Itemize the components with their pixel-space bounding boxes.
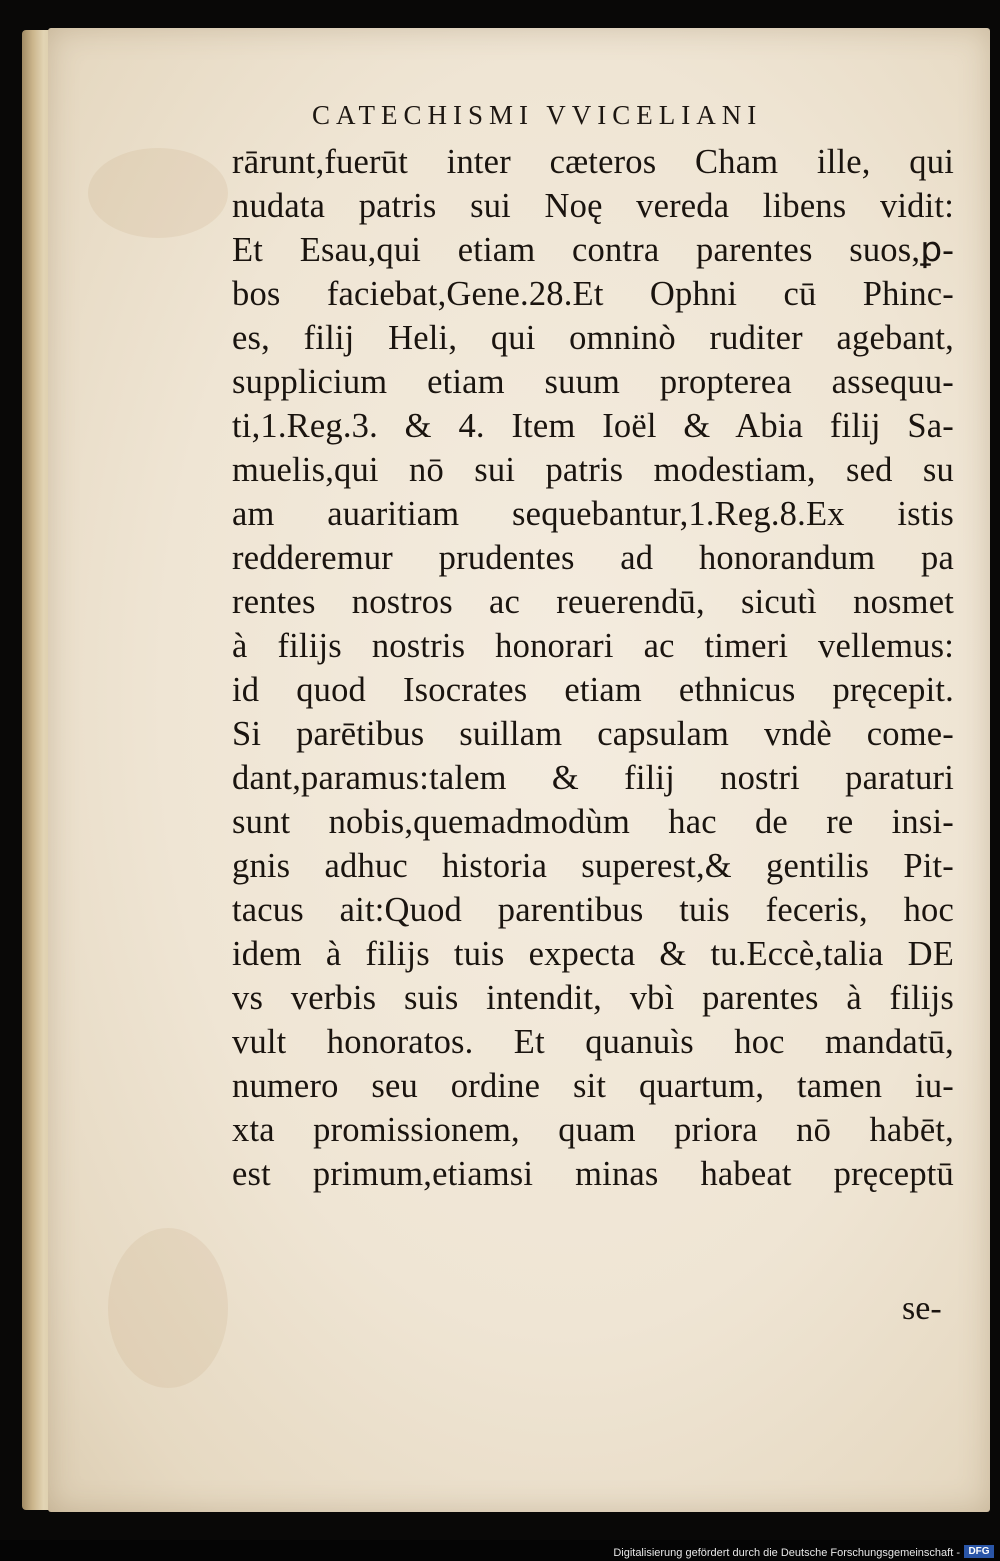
text-line: à filijs nostris honorari ac timeri vellemus: bbox=[232, 627, 954, 665]
text-line: rentes nostros ac reuerendū, sicutì nosmet bbox=[232, 583, 954, 621]
paper-stain bbox=[108, 1228, 228, 1388]
text-line: muelis,qui nō sui patris modestiam, sed su bbox=[232, 451, 954, 489]
running-head: CATECHISMI VVICELIANI bbox=[312, 100, 763, 130]
text-line: gnis adhuc historia superest,& gentilis Pit- bbox=[232, 847, 954, 885]
text-line: dant,paramus:talem & filij nostri paraturi bbox=[232, 759, 954, 797]
paper-stain bbox=[88, 148, 228, 238]
text-line: vult honoratos. Et quanuìs hoc mandatū, bbox=[232, 1023, 954, 1061]
text-line: numero seu ordine sit quartum, tamen iu- bbox=[232, 1067, 954, 1105]
text-line: bos faciebat,Gene.28.Et Ophni cū Phinc- bbox=[232, 275, 954, 313]
text-line: vs verbis suis intendit, vbì parentes à filijs bbox=[232, 979, 954, 1017]
text-line: id quod Isocrates etiam ethnicus pręcepit. bbox=[232, 671, 954, 709]
text-line: Si parētibus suillam capsulam vndè come- bbox=[232, 715, 954, 753]
digitization-credit: Digitalisierung gefördert durch die Deutsche Forschungsgemeinschaft - bbox=[613, 1547, 960, 1559]
text-line: tacus ait:Quod parentibus tuis feceris, hoc bbox=[232, 891, 954, 929]
text-line: nudata patris sui Noę vereda libens vidit: bbox=[232, 187, 954, 225]
text-line: supplicium etiam suum propterea assequu- bbox=[232, 363, 954, 401]
text-line: Et Esau,qui etiam contra parentes suos,ꝑ- bbox=[232, 231, 954, 269]
dfg-logo: DFG bbox=[964, 1545, 994, 1558]
text-line: rārunt,fuerūt inter cæteros Cham ille, qui bbox=[232, 143, 954, 181]
text-line: xta promissionem, quam priora nō habēt, bbox=[232, 1111, 954, 1149]
text-line: sunt nobis,quemadmodùm hac de re insi- bbox=[232, 803, 954, 841]
catchword: se- bbox=[902, 1290, 942, 1327]
text-line: est primum,etiamsi minas habeat pręceptū bbox=[232, 1155, 954, 1193]
text-line: redderemur prudentes ad honorandum pa bbox=[232, 539, 954, 577]
text-line: idem à filijs tuis expecta & tu.Eccè,talia DE bbox=[232, 935, 954, 973]
text-line: am auaritiam sequebantur,1.Reg.8.Ex istis bbox=[232, 495, 954, 533]
text-line: es, filij Heli, qui omninò ruditer agebant, bbox=[232, 319, 954, 357]
body-text bbox=[232, 140, 954, 1196]
text-line: ti,1.Reg.3. & 4. Item Ioël & Abia filij Sa- bbox=[232, 407, 954, 445]
